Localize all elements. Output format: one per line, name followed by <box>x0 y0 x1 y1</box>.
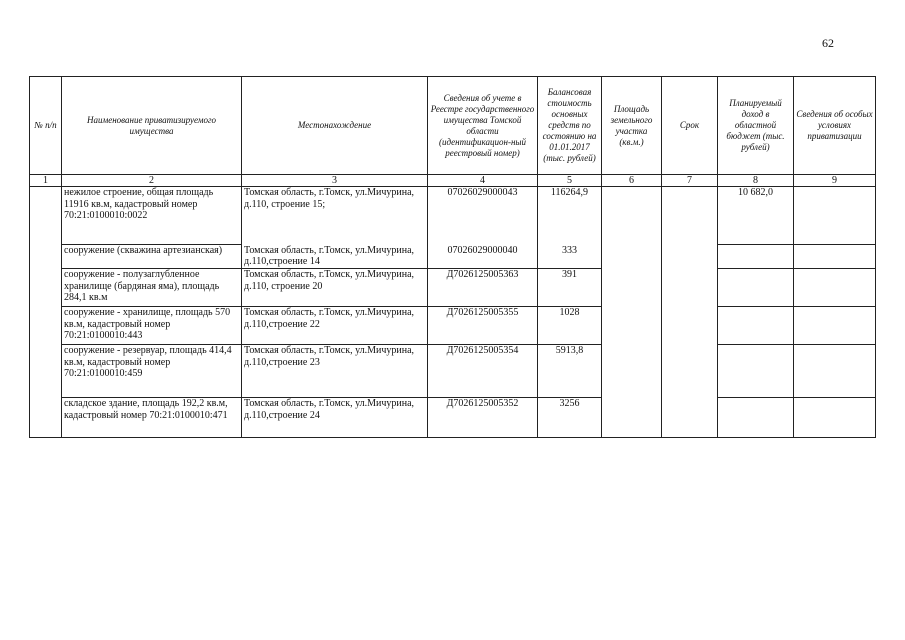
table-row <box>30 245 876 269</box>
column-number-row <box>30 175 876 187</box>
cell-registry: 07026029000043 <box>428 187 538 245</box>
cell-income <box>718 398 794 438</box>
cell-location: Томская область, г.Томск, ул.Мичурина, д.110, строение 20 <box>242 269 428 307</box>
table-row <box>30 269 876 307</box>
cell-income: 10 682,0 <box>718 187 794 245</box>
cell-location: Томская область, г.Томск, ул.Мичурина, д.110,строение 22 <box>242 307 428 345</box>
col-num: 9 <box>794 175 876 187</box>
cell-registry: Д7026125005352 <box>428 398 538 438</box>
cell-location: Томская область, г.Томск, ул.Мичурина, д.110,строение 23 <box>242 345 428 398</box>
col-num: 6 <box>602 175 662 187</box>
cell-name: сооружение (скважина артезианская) <box>62 245 242 269</box>
header-income: Планируемый доход в областной бюджет (тыс. рублей) <box>718 77 794 175</box>
cell-term <box>662 187 718 438</box>
cell-registry: Д7026125005355 <box>428 307 538 345</box>
cell-conditions <box>794 187 876 245</box>
cell-registry: Д7026125005354 <box>428 345 538 398</box>
cell-balance: 333 <box>538 245 602 269</box>
cell-conditions <box>794 307 876 345</box>
cell-area <box>602 187 662 438</box>
table-row <box>30 345 876 398</box>
header-area: Площадь земельного участка (кв.м.) <box>602 77 662 175</box>
cell-income <box>718 245 794 269</box>
cell-income <box>718 307 794 345</box>
cell-name: сооружение - хранилище, площадь 570 кв.м, кадастровый номер 70:21:0100010:443 <box>62 307 242 345</box>
table-row <box>30 187 876 245</box>
cell-balance: 391 <box>538 269 602 307</box>
col-num: 1 <box>30 175 62 187</box>
cell-income <box>718 269 794 307</box>
row-num-cell <box>30 187 62 438</box>
table-row <box>30 307 876 345</box>
cell-registry: 07026029000040 <box>428 245 538 269</box>
cell-conditions <box>794 345 876 398</box>
cell-balance: 3256 <box>538 398 602 438</box>
cell-location: Томская область, г.Томск, ул.Мичурина, д.110,строение 24 <box>242 398 428 438</box>
cell-balance: 1028 <box>538 307 602 345</box>
cell-balance: 5913,8 <box>538 345 602 398</box>
table-row <box>30 398 876 438</box>
header-registry: Сведения об учете в Реестре государственного имущества Томской области (идентификацион-ный реестровый номер) <box>428 77 538 175</box>
col-num: 8 <box>718 175 794 187</box>
header-num: № п/п <box>30 77 62 175</box>
cell-name: сооружение - резервуар, площадь 414,4 кв.м, кадастровый номер 70:21:0100010:459 <box>62 345 242 398</box>
cell-name: нежилое строение, общая площадь 11916 кв.м, кадастровый номер 70:21:0100010:0022 <box>62 187 242 245</box>
header-balance: Балансовая стоимость основных средств по состоянию на 01.01.2017 (тыс. рублей) <box>538 77 602 175</box>
header-location: Местонахождение <box>242 77 428 175</box>
col-num: 4 <box>428 175 538 187</box>
col-num: 2 <box>62 175 242 187</box>
cell-conditions <box>794 245 876 269</box>
header-term: Срок <box>662 77 718 175</box>
header-conditions: Сведения об особых условиях приватизации <box>794 77 876 175</box>
cell-location: Томская область, г.Томск, ул.Мичурина, д.110,строение 14 <box>242 245 428 269</box>
cell-conditions <box>794 398 876 438</box>
col-num: 7 <box>662 175 718 187</box>
cell-name: сооружение - полузаглубленное хранилище (бардяная яма), площадь 284,1 кв.м <box>62 269 242 307</box>
page-number: 62 <box>822 36 834 50</box>
header-row <box>30 77 876 175</box>
col-num: 3 <box>242 175 428 187</box>
cell-registry: Д7026125005363 <box>428 269 538 307</box>
cell-income <box>718 345 794 398</box>
cell-name: складское здание, площадь 192,2 кв.м, кадастровый номер 70:21:0100010:471 <box>62 398 242 438</box>
cell-location: Томская область, г.Томск, ул.Мичурина, д.110, строение 15; <box>242 187 428 245</box>
privatization-table <box>29 76 876 438</box>
col-num: 5 <box>538 175 602 187</box>
cell-balance: 116264,9 <box>538 187 602 245</box>
header-name: Наименование приватизируемого имущества <box>62 77 242 175</box>
cell-conditions <box>794 269 876 307</box>
